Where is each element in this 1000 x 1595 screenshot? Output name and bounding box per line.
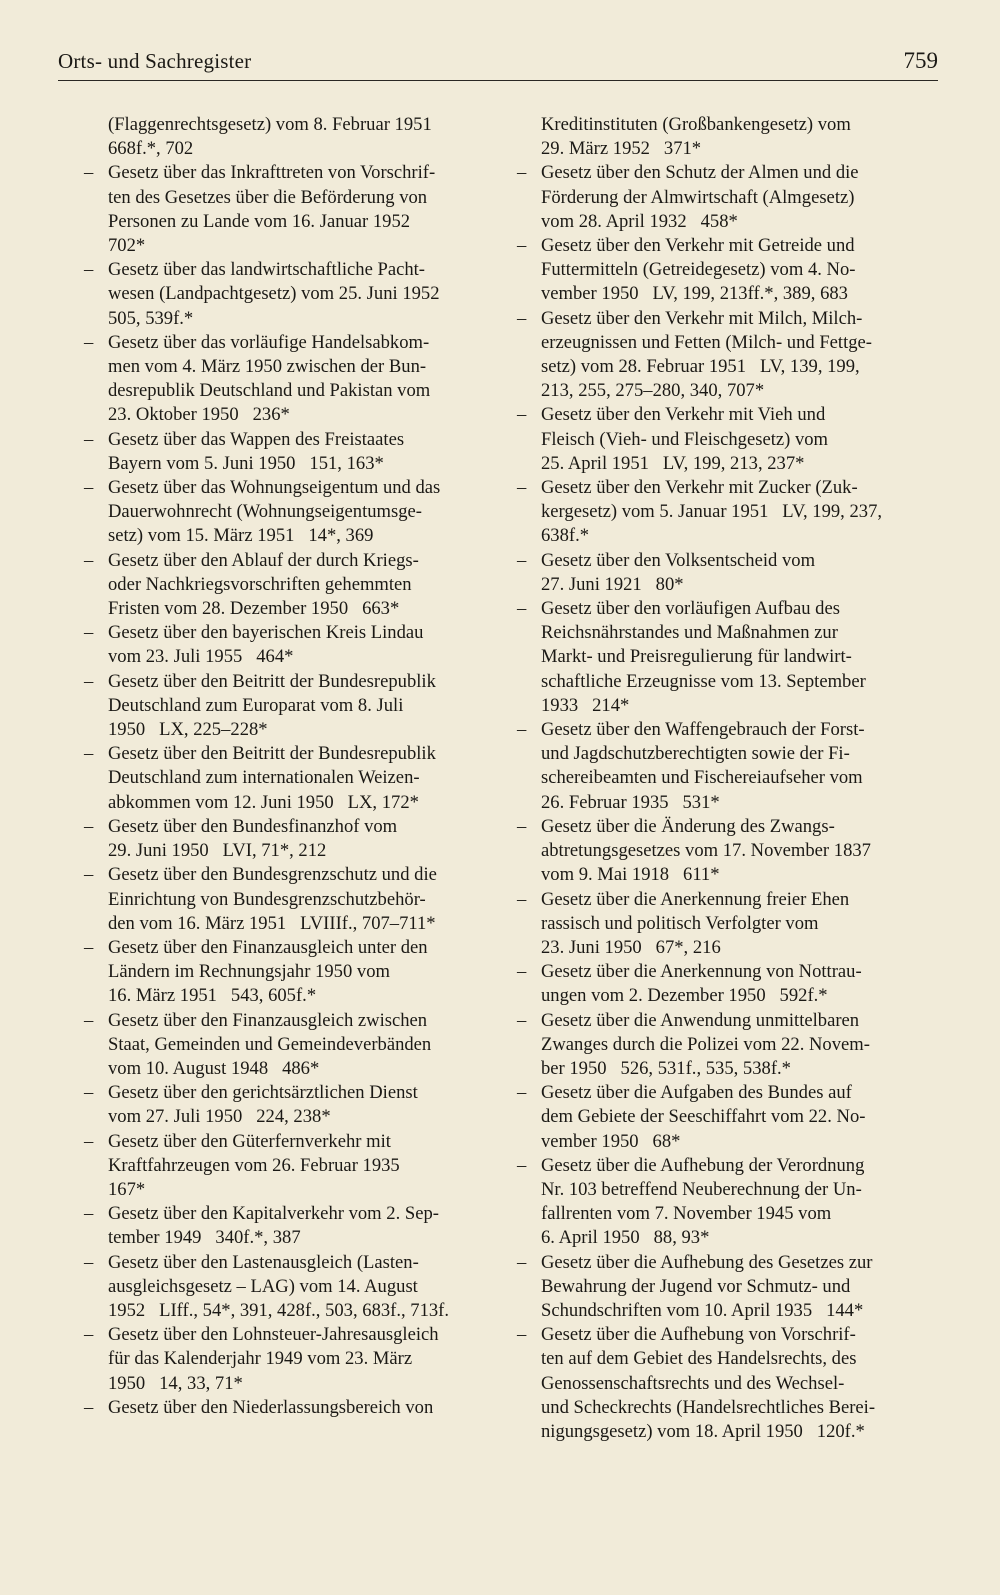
entry-text: Gesetz über die Anerkennung freier Ehen rassisch und politisch Verfolgter vom 23. Juni 1950 67*, 216: [541, 888, 850, 958]
entry-dash: –: [517, 549, 527, 571]
entry-dash: –: [517, 1324, 527, 1346]
register-entry: [517, 597, 922, 718]
register-entry: [517, 960, 922, 1008]
entry-text: Gesetz über den Verkehr mit Vieh und Fleisch (Vieh- und Fleischgesetz) vom 25. April 1951 LV, 199, 213, 237*: [541, 404, 829, 474]
entry-dash: –: [517, 1082, 527, 1104]
entry-dash: –: [517, 477, 527, 499]
entry-text: Gesetz über die Anerkennung von Nottrau- ungen vom 2. Dezember 1950 592f.*: [541, 961, 862, 1007]
entry-text: Gesetz über die Aufgaben des Bundes auf dem Gebiete der Seeschiffahrt vom 22. No- vember 1950 68*: [541, 1082, 866, 1152]
entry-dash: –: [84, 1396, 94, 1418]
entry-text: Gesetz über den vorläufigen Aufbau des Reichsnährstandes und Maßnahmen zur Markt- und Preisregulierung für landwirt- schaftliche Erzeugnisse vom 13. September 1933 214*: [541, 598, 866, 716]
register-entry: [517, 1081, 922, 1154]
entry-dash: –: [84, 864, 94, 886]
register-entry: [84, 428, 469, 476]
entry-text: Gesetz über das landwirtschaftliche Pacht- wesen (Landpachtgesetz) vom 25. Juni 1952 505, 539f.*: [108, 259, 440, 329]
entry-text: Gesetz über den Waffengebrauch der Forst- und Jagdschutzberechtigten sowie der Fi- schereibeamten und Fischereiaufseher vom 26. Februar 1935 531*: [541, 719, 865, 813]
entry-dash: –: [517, 719, 527, 741]
entry-text: Gesetz über die Aufhebung des Gesetzes zur Bewahrung der Jugend vor Schmutz- und Schundschriften vom 10. April 1935 144*: [541, 1251, 873, 1321]
entry-text: Gesetz über das Wohnungseigentum und das Dauerwohnrecht (Wohnungseigentumsge- setz) vom 15. März 1951 14*, 369: [108, 477, 441, 547]
entry-dash: –: [517, 961, 527, 983]
entry-dash: –: [84, 670, 94, 692]
entry-text: Gesetz über den Finanzausgleich unter den Ländern im Rechnungsjahr 1950 vom 16. März 1951 543, 605f.*: [108, 936, 428, 1007]
register-entry: [84, 476, 469, 549]
entry-text: Gesetz über den Beitritt der Bundesrepublik Deutschland zum Europarat vom 8. Juli 1950 LX, 225–228*: [108, 670, 436, 741]
entry-text: Gesetz über den Bundesgrenzschutz und die Einrichtung von Bundesgrenzschutzbehör- den vom 16. März 1951 LVIIIf., 707–711*: [108, 864, 437, 934]
left-column: [84, 113, 469, 1420]
entry-dash: –: [84, 743, 94, 765]
entry-dash: –: [84, 1130, 94, 1152]
entry-dash: –: [517, 598, 527, 620]
right-column: [517, 113, 922, 1444]
entry-text: Gesetz über das Wappen des Freistaates Bayern vom 5. Juni 1950 151, 163*: [108, 428, 405, 474]
entry-text: Gesetz über den gerichtsärztlichen Dienst vom 27. Juli 1950 224, 238*: [108, 1082, 418, 1128]
register-entry: [84, 549, 469, 622]
entry-text: Gesetz über den Beitritt der Bundesrepublik Deutschland zum internationalen Weizen- abkommen vom 12. Juni 1950 LX, 172*: [108, 743, 436, 813]
register-entry: [84, 1130, 469, 1203]
register-entry: [517, 476, 922, 549]
entry-text: Gesetz über die Änderung des Zwangs- abtretungsgesetzes vom 17. November 1837 vom 9. Mai 1918 611*: [541, 815, 871, 886]
entry-text: Kreditinstituten (Großbankengesetz) vom 29. März 1952 371*: [541, 114, 851, 160]
entry-dash: –: [84, 815, 94, 837]
entry-text: Gesetz über den Volksentscheid vom 27. Juni 1921 80*: [541, 549, 816, 595]
register-entry: [84, 1396, 469, 1420]
register-entry: [84, 1009, 469, 1082]
entry-dash: –: [84, 1251, 94, 1273]
entry-dash: –: [517, 404, 527, 426]
entry-dash: –: [517, 235, 527, 257]
page-header: [58, 46, 938, 81]
entry-text: Gesetz über den bayerischen Kreis Lindau vom 23. Juli 1955 464*: [108, 622, 424, 668]
register-entry: [517, 307, 922, 404]
entry-text: Gesetz über den Niederlassungsbereich von: [108, 1396, 434, 1418]
entry-text: Gesetz über die Aufhebung von Vorschrif- ten auf dem Gebiet des Handelsrechts, des Genossenschaftsrechts und des Wechsel- und Scheckrechts (Handelsrechtliches Berei- nigungsgesetz) vom 18. April 1950 120f.*: [541, 1324, 876, 1442]
register-entry: [84, 1081, 469, 1129]
register-entry: [517, 1323, 922, 1444]
entry-text: Gesetz über das vorläufige Handelsabkom- men vom 4. März 1950 zwischen der Bun- desrepublik Deutschland und Pakistan vom 23. Oktober 1950 236*: [108, 331, 431, 426]
register-entry: [84, 742, 469, 815]
register-entry: [84, 113, 469, 161]
entry-dash: –: [84, 936, 94, 958]
register-entry: [517, 718, 922, 815]
entry-dash: –: [84, 549, 94, 571]
entry-dash: –: [84, 1324, 94, 1346]
entry-dash: –: [517, 1154, 527, 1176]
entry-text: Gesetz über den Ablauf der durch Kriegs- oder Nachkriegsvorschriften gehemmten Fristen vom 28. Dezember 1950 663*: [108, 549, 419, 620]
register-entry: [84, 815, 469, 863]
register-entry: [517, 113, 922, 161]
entry-dash: –: [84, 1009, 94, 1031]
entry-dash: –: [517, 1251, 527, 1273]
entry-dash: –: [517, 888, 527, 910]
entry-text: Gesetz über den Bundesfinanzhof vom 29. Juni 1950 LVI, 71*, 212: [108, 815, 398, 862]
register-entry: [517, 234, 922, 307]
entry-text: Gesetz über den Güterfernverkehr mit Kraftfahrzeugen vom 26. Februar 1935 167*: [108, 1130, 400, 1200]
register-entry: [84, 258, 469, 331]
register-entry: [84, 621, 469, 669]
entry-text: Gesetz über den Lastenausgleich (Lasten- ausgleichsgesetz – LAG) vom 14. August 1952 LIff., 54*, 391, 428f., 503, 683f., 713f.: [108, 1251, 450, 1321]
register-entry: [517, 1251, 922, 1324]
entry-dash: –: [84, 428, 94, 450]
entry-text: Gesetz über den Schutz der Almen und die Förderung der Almwirtschaft (Almgesetz) vom 28. April 1932 458*: [541, 162, 859, 232]
register-entry: [517, 815, 922, 888]
register-entry: [517, 549, 922, 597]
register-entry: [517, 1009, 922, 1082]
entry-dash: –: [84, 622, 94, 644]
entry-dash: –: [84, 1203, 94, 1225]
register-entry: [84, 670, 469, 743]
register-entry: [84, 161, 469, 258]
entry-text: Gesetz über die Anwendung unmittelbaren Zwanges durch die Polizei vom 22. Novem- ber 1950 526, 531f., 535, 538f.*: [541, 1009, 870, 1079]
register-entry: [517, 403, 922, 476]
register-entry: [84, 863, 469, 936]
entry-dash: –: [84, 477, 94, 499]
entry-text: Gesetz über das Inkrafttreten von Vorschrif- ten des Gesetzes über die Beförderung von Personen zu Lande vom 16. Januar 1952 702*: [108, 162, 436, 257]
entry-dash: –: [84, 1082, 94, 1104]
register-entry: [517, 1154, 922, 1251]
running-title: Orts- und Sachregister: [58, 49, 252, 73]
entry-dash: –: [517, 815, 527, 837]
entry-text: Gesetz über den Verkehr mit Getreide und Futtermitteln (Getreidegesetz) vom 4. No- vember 1950 LV, 199, 213ff.*, 389, 683: [541, 235, 856, 305]
entry-text: Gesetz über die Aufhebung der Verordnung Nr. 103 betreffend Neuberechnung der Un- fallrenten vom 7. November 1945 vom 6. April 1950 88, 93*: [541, 1154, 865, 1249]
register-entry: [517, 888, 922, 961]
entry-dash: –: [84, 331, 94, 353]
register-entry: [84, 1323, 469, 1396]
register-entry: [84, 936, 469, 1009]
entry-text: Gesetz über den Verkehr mit Milch, Milch- erzeugnissen und Fetten (Milch- und Fettge- setz) vom 28. Februar 1951 LV, 139, 199, 213, 255, 275–280, 340, 707*: [541, 307, 872, 402]
entry-dash: –: [517, 162, 527, 184]
register-entry: [84, 1251, 469, 1324]
page-number: 759: [903, 48, 938, 73]
entry-dash: –: [84, 259, 94, 281]
register-entry: [84, 1202, 469, 1250]
entry-text: Gesetz über den Lohnsteuer-Jahresausgleich für das Kalenderjahr 1949 vom 23. März 1950 14, 33, 71*: [108, 1324, 439, 1394]
entry-text: Gesetz über den Verkehr mit Zucker (Zuk- kergesetz) vom 5. Januar 1951 LV, 199, 237, 638f.*: [541, 477, 883, 547]
entry-text: Gesetz über den Kapitalverkehr vom 2. Sep- tember 1949 340f.*, 387: [108, 1203, 439, 1249]
register-entry: [517, 161, 922, 234]
register-entry: [84, 331, 469, 428]
entry-text: Gesetz über den Finanzausgleich zwischen Staat, Gemeinden und Gemeindeverbänden vom 10. August 1948 486*: [108, 1009, 432, 1079]
entry-dash: –: [517, 1009, 527, 1031]
entry-dash: –: [517, 307, 527, 329]
entry-text: (Flaggenrechtsgesetz) vom 8. Februar 1951 668f.*, 702: [108, 114, 432, 160]
entry-dash: –: [84, 162, 94, 184]
